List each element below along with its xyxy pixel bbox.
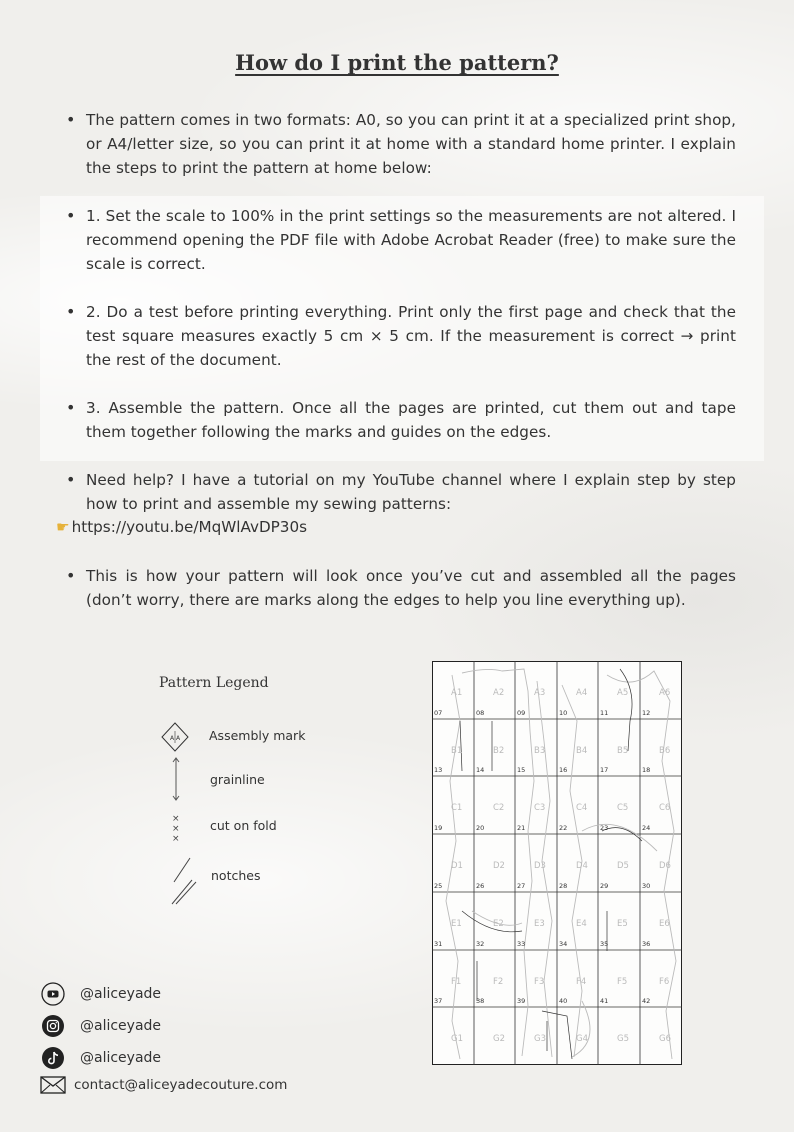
pattern-cell-label: A4 [576,688,588,698]
pattern-cell-label: D1 [451,861,463,871]
pattern-number-label: 29 [600,882,609,890]
cut-on-fold-icon [170,812,182,844]
pattern-number-label: 13 [434,766,443,774]
pattern-number-label: 22 [559,824,568,832]
pattern-cell-label: G2 [493,1034,505,1044]
bullet-formats: • The pattern comes in two formats: A0, so you can print it at a specialized print shop, or A4/letter size, so you can print it at home with a standard home printer. I explain the steps to print the pattern at home below: [86,108,736,180]
pattern-number-label: 15 [517,766,526,774]
pattern-number-label: 20 [476,824,485,832]
pattern-number-label: 31 [434,940,443,948]
pattern-assembly-preview [432,661,682,1065]
envelope-icon [40,1072,66,1098]
pattern-cell-label: F4 [576,977,587,987]
pattern-number-label: 24 [642,824,651,832]
pattern-number-label: 18 [642,766,651,774]
grainline-icon [170,756,182,802]
pointing-hand-icon: ☛ [56,518,70,536]
pattern-cell-label: C6 [659,803,671,813]
pattern-cell-label: F6 [659,977,670,987]
pattern-cell-label: A1 [451,688,463,698]
pattern-number-label: 08 [476,709,485,717]
bullet-help: • Need help? I have a tutorial on my YouTube channel where I explain step by step how to print and assemble my sewing patterns: [86,468,736,516]
legend-grainline-label: grainline [210,772,265,787]
instagram-row[interactable] [40,1012,161,1040]
pattern-cell-label: D4 [576,861,588,871]
pattern-number-label: 28 [559,882,568,890]
pattern-number-label: 07 [434,709,443,717]
pattern-cell-label: G4 [576,1034,588,1044]
page-title: How do I print the pattern? [235,50,559,75]
email-row[interactable] [40,1071,287,1099]
pattern-number-label: 12 [642,709,651,717]
pattern-cell-label: D6 [659,861,671,871]
pattern-cell-label: F3 [534,977,545,987]
youtube-tutorial-link[interactable]: https://youtu.be/MqWlAvDP30s [71,518,308,536]
bullet-step-2: • 2. Do a test before printing everything. Print only the first page and check that the test square measures exactly 5 cm × 5 cm. If the measurement is correct → print the rest of the document. [86,300,736,372]
pattern-number-label: 14 [476,766,485,774]
pattern-number-label: 38 [476,997,485,1005]
legend-cut-on-fold-label: cut on fold [210,818,277,833]
pattern-cell-label: C4 [576,803,588,813]
pattern-cell-label: E6 [659,919,670,929]
bullet-look: • This is how your pattern will look once you’ve cut and assembled all the pages (don’t worry, there are marks along the edges to help you line everything up). [86,564,736,612]
pattern-cell-label: B2 [493,746,505,756]
pattern-cell-label: C2 [493,803,505,813]
youtube-tutorial-link-row[interactable] [56,515,307,539]
pattern-cell-label: B1 [451,746,463,756]
svg-text:×: × [172,834,180,844]
pattern-cell-label: D5 [617,861,629,871]
pattern-number-label: 21 [517,824,526,832]
pattern-cell-label: G5 [617,1034,629,1044]
pattern-cell-label: A6 [659,688,671,698]
pattern-cell-label: G3 [534,1034,546,1044]
tiktok-row[interactable] [40,1044,161,1072]
email-address: contact@aliceyadecouture.com [74,1077,288,1093]
pattern-number-label: 40 [559,997,568,1005]
pattern-cell-label: E1 [451,919,462,929]
pattern-cell-label: E4 [576,919,587,929]
pattern-cell-label: C3 [534,803,546,813]
pattern-cell-label: F5 [617,977,628,987]
pattern-cell-label: C5 [617,803,629,813]
pattern-cell-label: E5 [617,919,628,929]
pattern-number-label: 34 [559,940,568,948]
instagram-handle: @aliceyade [80,1018,162,1034]
pattern-number-label: 41 [600,997,609,1005]
tiktok-handle: @aliceyade [80,1050,162,1066]
pattern-cell-label: G6 [659,1034,671,1044]
pattern-number-label: 23 [600,824,609,832]
pattern-number-label: 10 [559,709,568,717]
assembly-mark-icon [160,722,190,752]
pattern-cell-label: A3 [534,688,546,698]
youtube-icon [40,981,66,1007]
legend-assembly-label: Assembly mark [209,728,306,743]
legend-notches-label: notches [211,868,261,883]
pattern-cell-label: B3 [534,746,546,756]
svg-text:A: A [170,735,175,742]
pattern-cell-label: D2 [493,861,505,871]
pattern-number-label: 27 [517,882,526,890]
notches-icon [168,856,198,906]
svg-text:×: × [172,814,180,824]
pattern-number-label: 42 [642,997,651,1005]
bullet-step-1: • 1. Set the scale to 100% in the print settings so the measurements are not altered. I recommend opening the PDF file with Adobe Acrobat Reader (free) to make sure the scale is correct. [86,204,736,276]
legend-title: Pattern Legend [159,675,269,691]
pattern-number-label: 11 [600,709,609,717]
pattern-cell-label: E2 [493,919,504,929]
pattern-number-label: 33 [517,940,526,948]
pattern-cell-label: A5 [617,688,629,698]
pattern-cell-label: B6 [659,746,671,756]
pattern-number-label: 17 [600,766,609,774]
pattern-number-label: 36 [642,940,651,948]
pattern-number-label: 39 [517,997,526,1005]
pattern-cell-label: F1 [451,977,462,987]
pattern-number-label: 35 [600,940,609,948]
pattern-cell-label: G1 [451,1034,463,1044]
svg-text:×: × [172,824,180,834]
instagram-icon [40,1013,66,1039]
pattern-number-label: 25 [434,882,443,890]
tiktok-icon [40,1045,66,1071]
pattern-cell-label: B5 [617,746,629,756]
pattern-cell-label: C1 [451,803,463,813]
pattern-cell-label: E3 [534,919,545,929]
youtube-handle: @aliceyade [80,986,162,1002]
pattern-cell-label: D3 [534,861,546,871]
pattern-number-label: 19 [434,824,443,832]
bullet-step-3: • 3. Assemble the pattern. Once all the pages are printed, cut them out and tape them together following the marks and guides on the edges. [86,396,736,444]
pattern-number-label: 32 [476,940,485,948]
pattern-cell-label: B4 [576,746,588,756]
pattern-number-label: 30 [642,882,651,890]
svg-text:A: A [176,735,181,742]
youtube-row[interactable] [40,980,161,1008]
pattern-number-label: 37 [434,997,443,1005]
pattern-number-label: 16 [559,766,568,774]
pattern-number-label: 09 [517,709,526,717]
pattern-number-label: 26 [476,882,485,890]
pattern-cell-label: F2 [493,977,504,987]
pattern-cell-label: A2 [493,688,505,698]
